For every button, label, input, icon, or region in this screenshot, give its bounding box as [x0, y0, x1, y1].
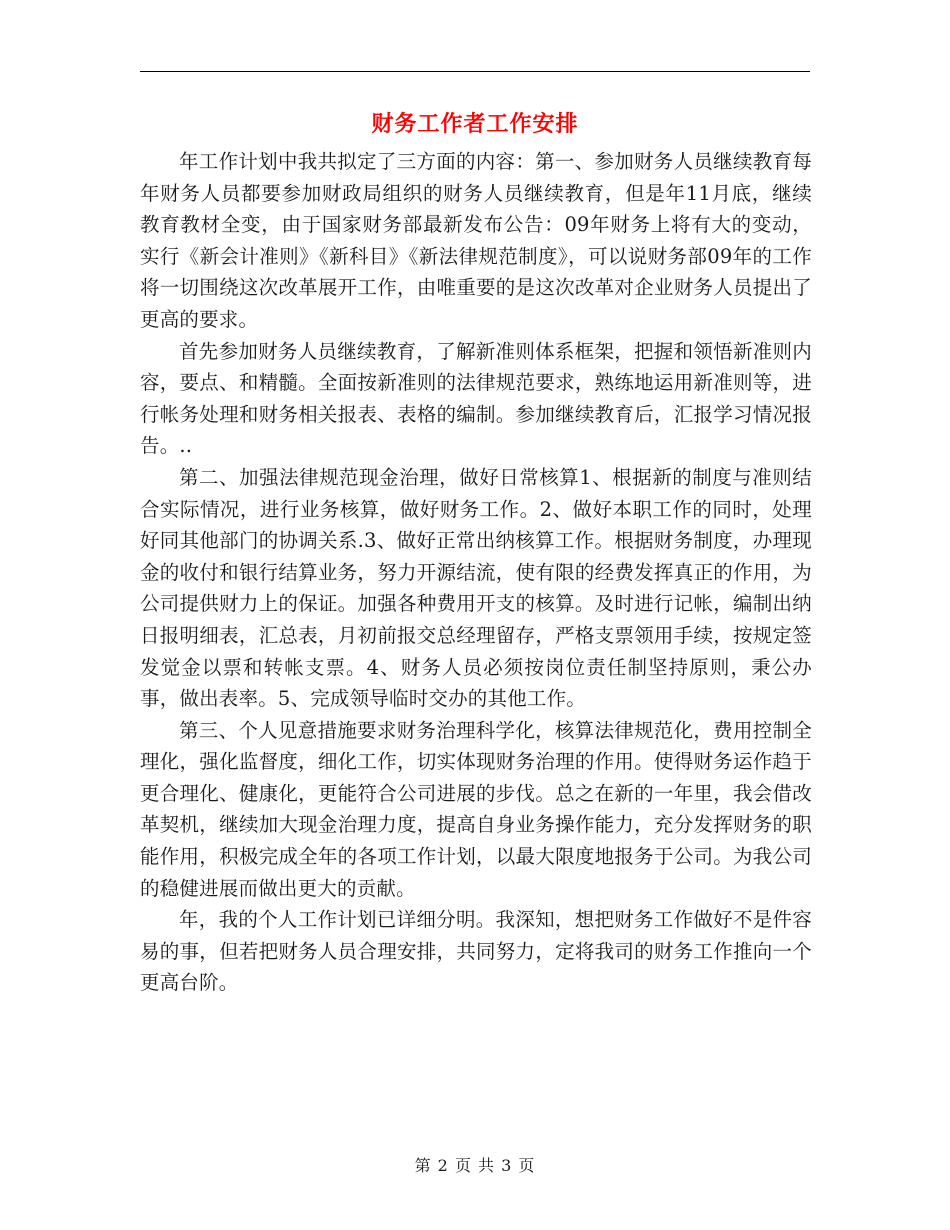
- paragraph-1: 年工作计划中我共拟定了三方面的内容：第一、参加财务人员继续教育每年财务人员都要参加财政局组织的财务人员继续教育，但是年11月底，继续教育教材全变，由于国家财务部最新发布公告：09年财务上将有大的变动，实行《新会计准则》《新科目》《新法律规范制度》，可以说财务部09年的工作将一切围绕这次改革展开工作，由唯重要的是这次改革对企业财务人员提出了更高的要求。: [140, 150, 812, 331]
- paragraph-5: 年，我的个人工作计划已详细分明。我深知，想把财务工作做好不是件容易的事，但若把财务人员合理安排，共同努力，定将我司的财务工作推向一个更高台阶。: [140, 908, 812, 995]
- paragraph-3: 第二、加强法律规范现金治理，做好日常核算1、根据新的制度与准则结合实际情况，进行业务核算，做好财务工作。2、做好本职工作的同时，处理好同其他部门的协调关系.3、做好正常出纳核算工作。根据财务制度，办理现金的收付和银行结算业务，努力开源结流，使有限的经费发挥真正的作用，为公司提供财力上的保证。加强各种费用开支的核算。及时进行记帐，编制出纳日报明细表，汇总表，月初前报交总经理留存，严格支票领用手续，按规定签发觉金以票和转帐支票。4、财务人员必须按岗位责任制坚持原则，秉公办事，做出表率。5、完成领导临时交办的其他工作。: [140, 465, 812, 711]
- document-body: [140, 146, 812, 999]
- paragraph-2: 首先参加财务人员继续教育，了解新准则体系框架，把握和领悟新准则内容，要点、和精髓。全面按新准则的法律规范要求，熟练地运用新准则等，进行帐务处理和财务相关报表、表格的编制。参加继续教育后，汇报学习情况报告。..: [140, 339, 812, 458]
- document-title: 财务工作者工作安排: [371, 111, 579, 137]
- page-footer: 第 2 页 共 3 页: [414, 1156, 536, 1175]
- paragraph-4: 第三、个人见意措施要求财务治理科学化，核算法律规范化，费用控制全理化，强化监督度，细化工作，切实体现财务治理的作用。使得财务运作趋于更合理化、健康化，更能符合公司进展的步伐。总之在新的一年里，我会借改革契机，继续加大现金治理力度，提高自身业务操作能力，充分发挥财务的职能作用，积极完成全年的各项工作计划，以最大限度地报务于公司。为我公司的稳健进展而做出更大的贡献。: [140, 718, 812, 900]
- header-rule: [140, 71, 810, 72]
